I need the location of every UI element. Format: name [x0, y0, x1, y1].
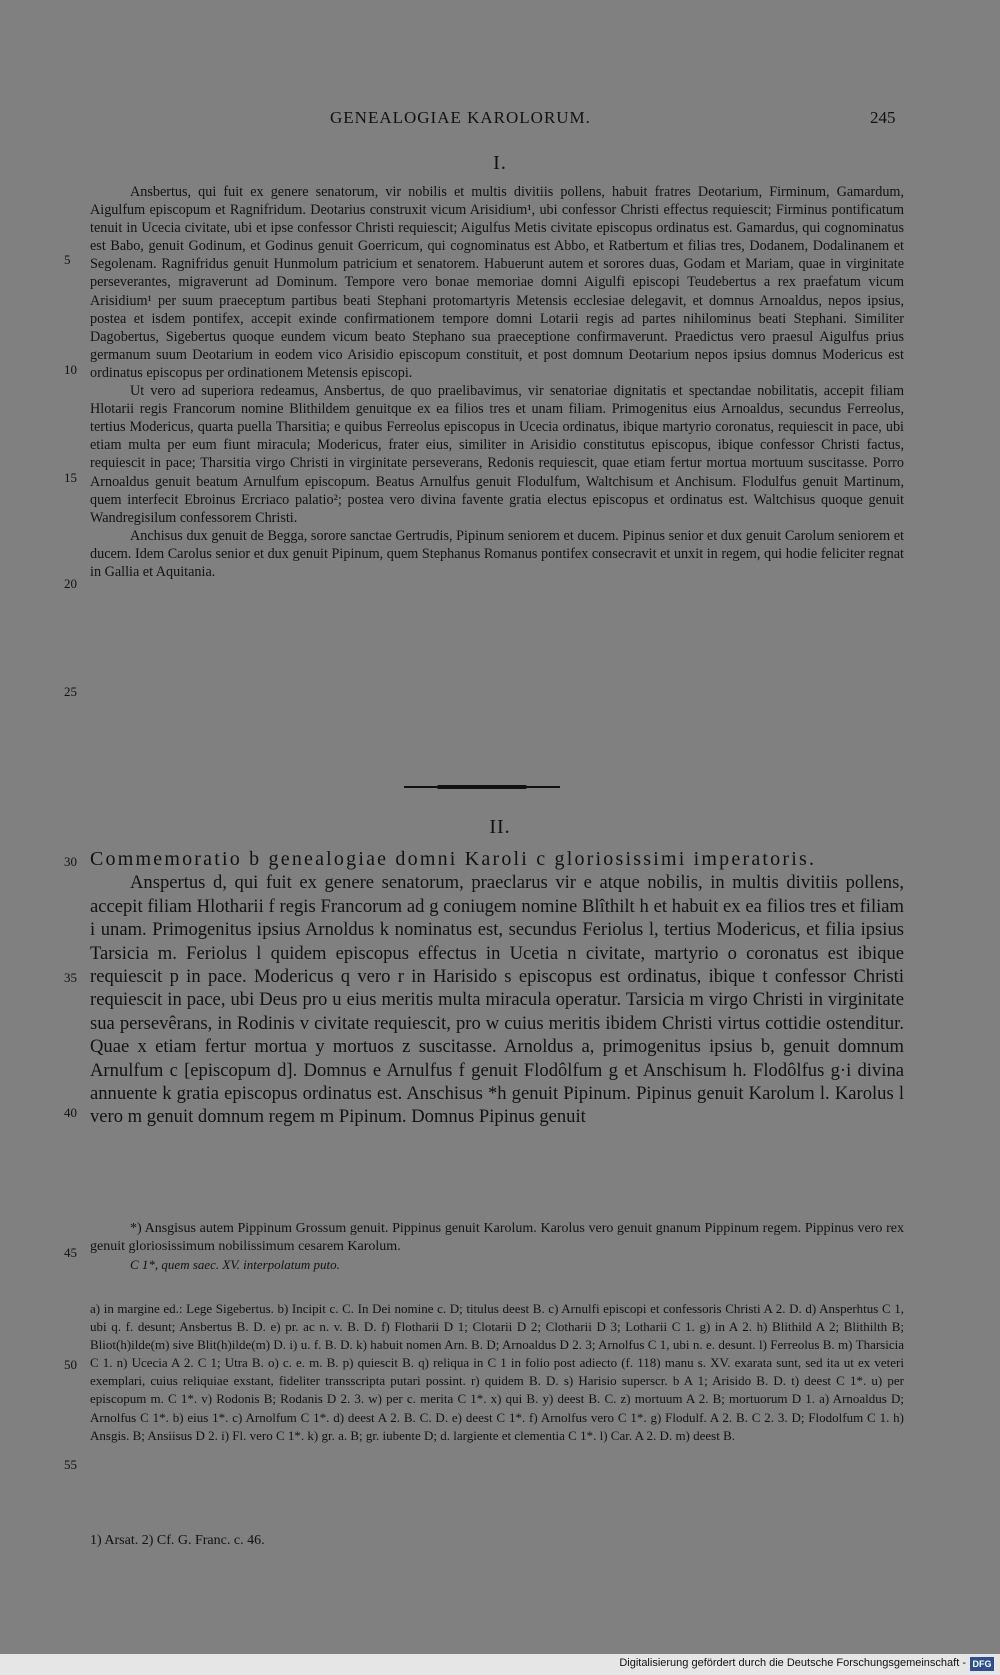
paragraph: Anspertus d, qui fuit ex genere senatorum, praeclarus vir e atque nobilis, in multis divitiis pollens, accepit filiam Hlotharii f regis Francorum ad g coniugem nomine Blîthilt h et habuit ex ea filios tres et filiam i unam. Primogenitus ipsius Arnoldus k nominatus est, secundus Feriolus l, tertius Modericus, et filia ipsius Tarsicia m. Feriolus l quidem episcopus effectus in Ucetia n civitate, martyrio o coronatus est ibique requiescit p in pace. Modericus q vero r in Harisido s episcopus est ordinatus, ibique t confessor Christi requiescit in pace, ubi Deus pro u eius meritis multa miracula operatur. Tarsicia m virgo Christi in virginitate sua persevêrans, in Rodinis v civitate requiescit, pro w cuius meritis ibidem Christi virtus cottidie ostenditur. Quae x etiam fertur mortua y mortuos z suscitasse. Arnoldus a, primogenitus ipsius b, genuit domnum Arnulfum c [episcopum d]. Domnus e Arnulfus f genuit Flodôlfum g et Anschisum h. Flodôlfus g·i divina annuente k gratia episcopus ordinatus est. Anschisus *h genuit Pipinum. Pipinus genuit Karolum l. Karolus l vero m genuit domnum regem m Pipinum. Domnus Pipinus genuit: [90, 872, 904, 1128]
section-heading-2: II.: [489, 816, 511, 838]
paragraph: Anchisus dux genuit de Begga, sorore sanctae Gertrudis, Pipinum seniorem et ducem. Pipinus senior et dux genuit Carolum seniorem et ducem. Idem Carolus senior et dux genuit Pipinum, quem Stephanus Romanus pontifex consecravit et unxit in regem, qui hodie feliciter regnat in Gallia et Aquitania.: [90, 527, 904, 580]
section-heading-1: I.: [493, 152, 507, 174]
footnote-star-text: *) Ansgisus autem Pippinum Grossum genuit. Pippinus genuit Karolum. Karolus vero genuit gnanum Pippinum regem. Pippinus vero rex genuit gloriosissimum nobilissimum cesarem Karolum.: [90, 1221, 904, 1254]
line-number: 15: [64, 470, 77, 485]
dfg-logo-icon: DFG: [970, 1657, 994, 1671]
line-number: 20: [64, 576, 77, 591]
apparatus-text: a) in margine ed.: Lege Sigebertus. b) Incipit c. C. In Dei nomine c. D; titulus deest B. c) Arnulfi episcopi et confessoris Christi A 2. D. d) Ansperhtus C 1, ubi q. f. desunt; Ansbertus B. D. e) pr. ac n. v. B. D. f) Flotharii D 1; Clotarii D 2; Clotharii D 3; Lotharii C 1. g) in A 2. h) Blithild A 2; Blithilth B; Bliot(h)ilde(m) sive Blit(h)ilde(m) D. i) u. f. B. D. k) habuit nomen Arn. B. D; Arnoaldus D 2. 3; Arnolfus C 1, ubi n. e. desunt. l) Ferreolus B. m) Tharsicia C 1. n) Ucecia A 2. C 1; Utra B. o) c. e. m. B. p) quiescit B. q) reliqua in C 1 in folio post adiecto (f. 118) manu s. XV. exarata sunt, sed ita ut ex veteri exemplari, cuius reliquiae exstant, fideliter transscripta putari possint. r) quidem B. D. s) Harisio superscr. b A 1; Arisido B. D. t) deest C 1*. u) per episcopum m. C 1*. v) Rodonis B; Rodanis D 2. 3. w) per c. merita C 1*. x) qui B. y) deest B. C. z) mortuum A 2. B; mortuorum D 1. a) Arnoaldus D; Arnolfus C 1*. b) eius 1*. c) Arnolfum C 1*. d) deest A 2. B. C. D. e) deest C 1*. f) Arnolfus vero C 1*. g) Flodulf. A 2. B. C 2. 3. D; Flodolfum C 1. h) Ansgis. B; Ansiisus D 2. i) Fl. vero C 1*. k) gr. a. B; gr. iubente D; d. largiente et clementia C 1*. l) Car. A 2. D. m) deest B.: [90, 1301, 904, 1443]
line-number: 5: [64, 252, 71, 267]
source-notes: 1) Arsat. 2) Cf. G. Franc. c. 46.: [90, 1533, 265, 1548]
line-number: 40: [64, 1105, 77, 1120]
running-title: GENEALOGIAE KAROLORUM.: [330, 108, 591, 127]
line-number: 55: [64, 1457, 77, 1472]
line-number: 50: [64, 1357, 77, 1372]
line-number: 30: [64, 854, 77, 869]
digitization-footer: [0, 1654, 1000, 1675]
critical-apparatus: [90, 1300, 904, 1445]
footnote-star-note: C 1*, quem saec. XV. interpolatum puto.: [130, 1257, 340, 1272]
paragraph: Ansbertus, qui fuit ex genere senatorum, vir nobilis et multis divitiis pollens, habuit fratres Deotarium, Firminum, Gamardum, Aigulfum episcopum et Ragnifridum. Deotarius construxit vicum Arisidium¹, ubi confessor Christi effectus requiescit; Firminus pontificatum tenuit in Ucecia civitate, ubi et ipse confessor Christi requiescit; Aigulfus Metis civitate episcopus ordinatus est. Gamardus, qui cognominatus est Babo, genuit Godinum, et Godinus genuit Goerricum, qui cognominatus est Abbo, et Ratbertum et filias tres, Dodanem, Dodalinanem et Segolenam. Ragnifridus genuit Hunmolum patricium et senatorem. Habuerunt autem et sorores duas, Godam et Mariam, quae in virginitate perseverantes, migraverunt ad Dominum. Tempore vero bonae memoriae domni Aigulfi episcopi Teudebertus a rex praefatum vicum Arisidium¹ per suum praeceptum partibus beati Stephani protomartyris Metensis ecclesiae delegavit, et domnus Arnoaldus, nepos ipsius, postea et isdem pontifex, accepit exinde confirmationem tempore domni Lotarii regis ad partes nihilominus beati Stephani. Similiter Dagobertus, Sigebertus quoque eundem vicum beato Stephano sua praeceptione confirmaverunt. Praedictus vero praesul Aigulfus prius germanum suum Deotarium in eodem vico Arisidio episcopum constituit, et post domnum Deotarium nepos ipsius domnus Modericus est ordinatus episcopus per ordinationem Metensis episcopi.: [90, 184, 904, 381]
section-divider-ornament: [437, 785, 527, 789]
section-1-text: [90, 183, 904, 581]
section-2-text: [90, 848, 904, 1129]
line-number: 10: [64, 362, 77, 377]
line-number: 35: [64, 970, 77, 985]
page-number: 245: [870, 108, 896, 127]
footer-credit: Digitalisierung gefördert durch die Deutsche Forschungsgemeinschaft -: [619, 1657, 966, 1669]
footnote-star: [90, 1220, 904, 1274]
section-2-title: Commemoratio b genealogiae domni Karoli c gloriosissimi imperatoris.: [90, 848, 817, 870]
page-header: [0, 108, 1000, 136]
line-number: 45: [64, 1245, 77, 1260]
line-number: 25: [64, 684, 77, 699]
paragraph: Ut vero ad superiora redeamus, Ansbertus, de quo praelibavimus, vir senatoriae dignitatis et spectandae nobilitatis, accepit filiam Hlotarii regis Francorum nomine Blithildem genuitque ex ea filios tres et unam filiam. Primogenitus eius Arnoaldus, secundus Ferreolus, tertius Modericus, quarta puella Tharsitia; e quibus Ferreolus episcopus in Ucecia ordinatus, ibique martyrio coronatus, requiescit in pace, ubi etiam multa per eum fiunt miracula; Modericus, frater eius, similiter in Arisidio constitutus episcopus, ibique confessor Christi factus, requiescit in pace; Tharsitia virgo Christi in virginitate perseverans, Redonis requiescit, quae etiam fertur mortua mortuum suscitasse. Porro Arnoaldus genuit beatum Arnulfum episcopum. Beatus Arnulfus genuit Flodulfum, Waltchisum et Anchisum. Flodulfus genuit Martinum, quem interfecit Ebroinus Ercriaco palatio²; postea vero divina favente gratia electus episcopus et ordinatus est. Waltchisus quoque genuit Wandregisilum confessorem Christi.: [90, 383, 904, 526]
